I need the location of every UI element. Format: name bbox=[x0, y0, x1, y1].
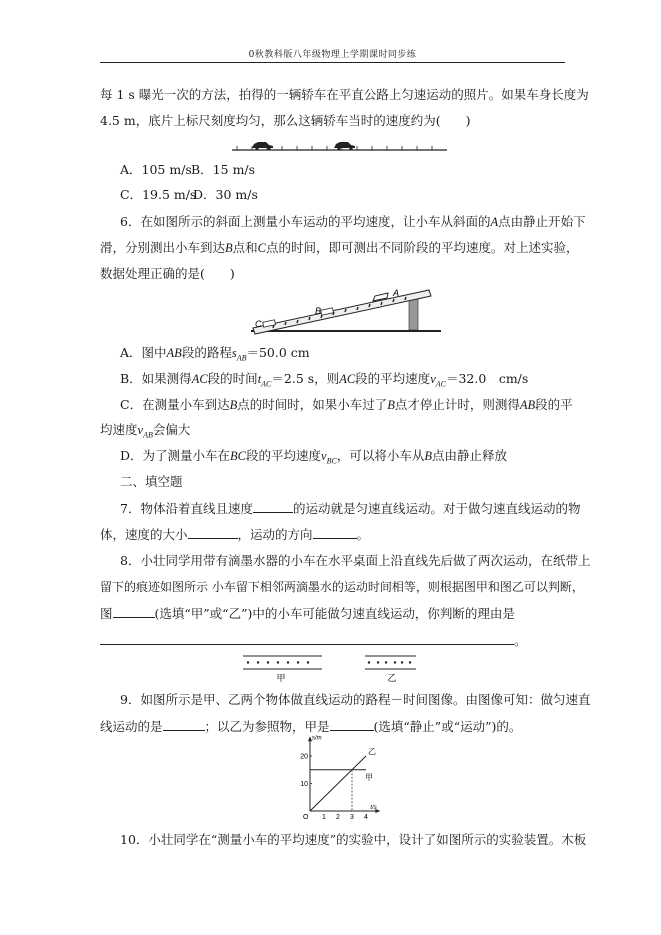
q6-line1: 6．在如图所示的斜面上测量小车运动的平均速度，让小车从斜面的A点由静止开始下 bbox=[120, 214, 586, 229]
incline-label-b: B bbox=[315, 306, 322, 316]
incline-figure bbox=[251, 284, 441, 336]
x-axis-label: t/s bbox=[370, 805, 377, 811]
x-tick-label: 1 bbox=[322, 814, 326, 821]
series-line-0 bbox=[310, 756, 366, 811]
y-tick-label: 10 bbox=[300, 781, 308, 788]
q9-blank-2[interactable] bbox=[330, 718, 374, 731]
series-label-1: 甲 bbox=[365, 772, 373, 782]
y-axis-label: s/m bbox=[312, 735, 322, 742]
header-rule bbox=[100, 62, 565, 63]
q6-option-a: A．图中AB段的路程$s_{AB}=50.0$ cm bbox=[120, 345, 310, 363]
q5-option-a: A．105 m/s bbox=[120, 162, 192, 177]
q8-blank-1[interactable] bbox=[113, 605, 155, 618]
q8-line1: 8．小壮同学用带有滴墨水器的小车在水平桌面上沿直线先后做了两次运动，在纸带上 bbox=[120, 553, 591, 568]
tape-yi-label: 乙 bbox=[387, 673, 397, 683]
q9-line2: 线运动的是 ；以乙为参照物，甲是 (选填“静止”或“运动”)的。 bbox=[100, 719, 522, 734]
q7-blank-1[interactable] bbox=[253, 500, 293, 513]
x-tick-label: 2 bbox=[336, 814, 340, 821]
tape-figure bbox=[240, 652, 420, 682]
q6-option-c-line2: 均速度$v_{AB}$会偏大 bbox=[100, 422, 191, 440]
q6-line3: 数据处理正确的是( ) bbox=[100, 266, 235, 281]
q5-line2: 4.5 m，底片上标尺刻度均匀，那么这辆轿车当时的速度约为( ) bbox=[100, 113, 471, 128]
page-header: 0秋教科版八年级物理上学期课时同步练 bbox=[248, 50, 417, 60]
car-image-2 bbox=[334, 142, 355, 150]
incline-label-c: C bbox=[255, 319, 262, 329]
origin-label: O bbox=[303, 814, 309, 821]
x-tick-label: 3 bbox=[350, 814, 354, 821]
q5-option-b: B．15 m/s bbox=[191, 162, 256, 177]
q6-option-d: D．为了测量小车在BC段的平均速度$v_{BC}$，可以将小车从B点由静止释放 bbox=[120, 448, 507, 466]
road-photo-figure bbox=[232, 137, 447, 153]
q7-blank-3[interactable] bbox=[313, 526, 357, 539]
q5-option-c: C．19.5 m/s bbox=[120, 187, 197, 202]
section-title: 二、填空题 bbox=[120, 474, 183, 489]
series-label-0: 乙 bbox=[368, 747, 376, 756]
y-tick-label: 20 bbox=[300, 753, 308, 761]
q5-option-d: D．30 m/s bbox=[193, 187, 258, 202]
incline-label-a: A bbox=[393, 288, 400, 298]
q8-blank-2[interactable] bbox=[100, 632, 514, 645]
q6-line2: 滑，分别测出小车到达B点和C点的时间，即可测出不同阶段的平均速度。对上述实验， bbox=[100, 240, 579, 255]
car-image-1 bbox=[252, 142, 273, 150]
q9-line1: 9．如图所示是甲、乙两个物体做直线运动的路程－时间图像。由图像可知：做匀速直 bbox=[120, 692, 591, 707]
q7-line2: 体，速度的大小 ，运动的方向 。 bbox=[100, 527, 370, 542]
x-tick-label: 4 bbox=[364, 814, 368, 821]
tape-jia-label: 甲 bbox=[276, 673, 286, 683]
q8-line4: 。 bbox=[100, 632, 527, 649]
q6-option-c-line1: C．在测量小车到达B点的时间时，如果小车过了B点才停止计时，则测得AB段的平 bbox=[120, 397, 573, 412]
q10-line1: 10．小壮同学在“测量小车的平均速度”的实验中，设计了如图所示的实验装置。木板 bbox=[120, 832, 587, 847]
q9-blank-1[interactable] bbox=[163, 718, 205, 731]
q6-option-b: B．如果测得AC段的时间$t_{AC}=2.5$ s，则AC段的平均速度$v_{AC}=32.0$ cm/s bbox=[120, 371, 529, 389]
q8-line3: 图 (选填“甲”或“乙”)中的小车可能做匀速直线运动，你判断的理由是 bbox=[100, 606, 515, 621]
q7-blank-2[interactable] bbox=[188, 526, 238, 539]
q5-line1: 每 1 s 曝光一次的方法，拍得的一辆轿车在平直公路上匀速运动的照片。如果车身长度为 bbox=[100, 87, 589, 102]
s-t-graph bbox=[293, 735, 403, 822]
q7-line1: 7．物体沿着直线且速度 的运动就是匀速直线运动。对于做匀速直线运动的物 bbox=[120, 501, 581, 516]
q8-line2: 留下的痕迹如图所示 小车留下相邻两滴墨水的运动时间相等，则根据图甲和图乙可以判断， bbox=[100, 580, 584, 594]
